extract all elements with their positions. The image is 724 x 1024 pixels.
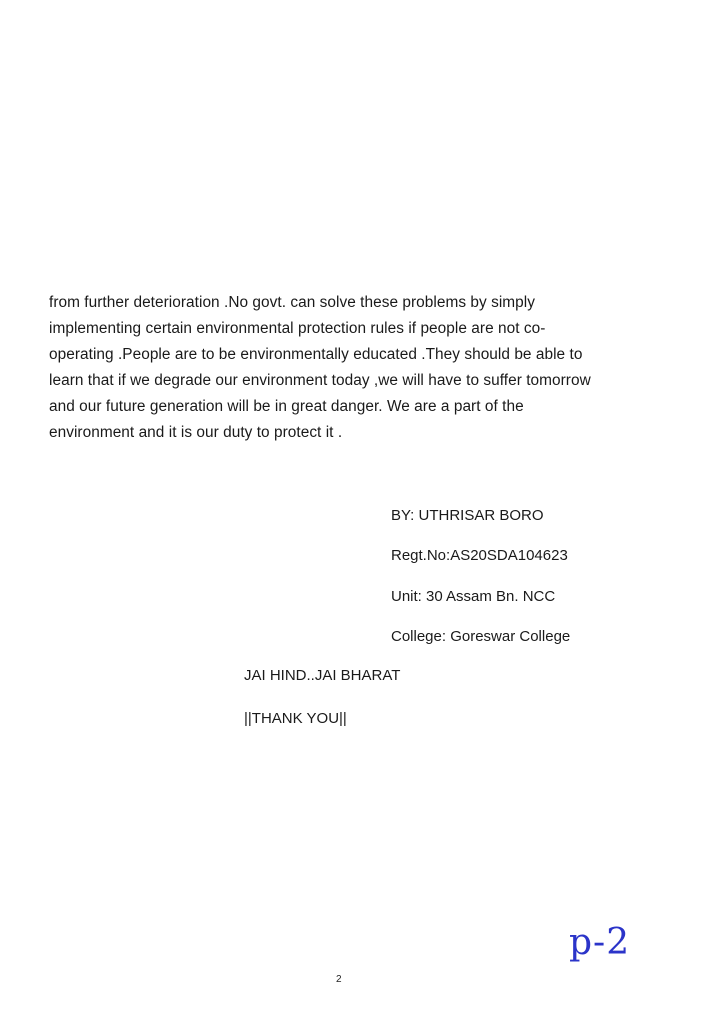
author-name: BY: UTHRISAR BORO	[391, 507, 544, 524]
handwritten-page-label: p-2	[569, 922, 631, 963]
paragraph-line: from further deterioration .No govt. can solve these problems by simply	[49, 294, 536, 311]
body-paragraph	[49, 290, 689, 446]
thank-you-text: ||THANK YOU||	[244, 710, 347, 727]
registration-number: Regt.No:AS20SDA104623	[391, 547, 568, 564]
closing-slogan: JAI HIND..JAI BHARAT	[244, 667, 401, 684]
paragraph-line: implementing certain environmental protection rules if people are not co-	[49, 320, 546, 337]
paragraph-line: operating .People are to be environmentally educated .They should be able to	[49, 346, 583, 363]
paragraph-line: environment and it is our duty to protect it .	[49, 424, 343, 441]
college-name: College: Goreswar College	[391, 628, 571, 645]
page-number: 2	[336, 974, 342, 985]
paragraph-line: and our future generation will be in great danger. We are a part of the	[49, 398, 524, 415]
unit-name: Unit: 30 Assam Bn. NCC	[391, 588, 556, 605]
paragraph-line: learn that if we degrade our environment today ,we will have to suffer tomorrow	[49, 372, 591, 389]
